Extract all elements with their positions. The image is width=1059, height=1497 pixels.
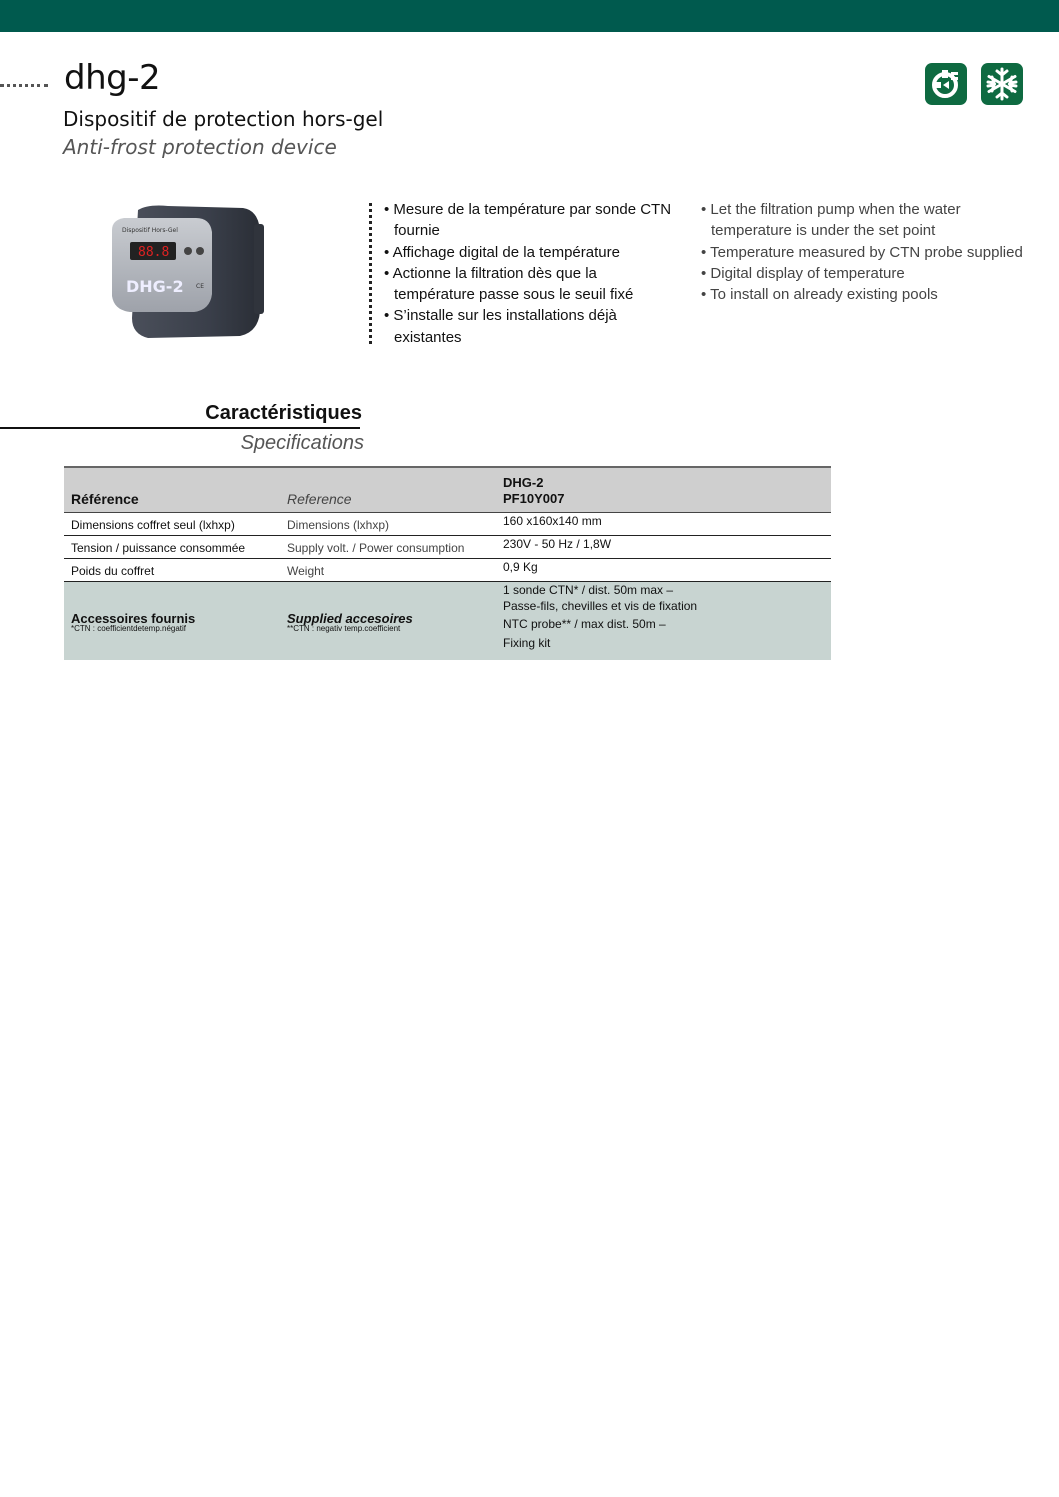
snowflake-icon [981, 63, 1023, 105]
accessories-en-note: **CTN : negativ temp.coefficient [287, 624, 401, 633]
product-label: DHG-2 [126, 277, 184, 296]
table-row [64, 536, 831, 559]
top-bar [0, 0, 1059, 32]
product-image [108, 200, 268, 342]
svg-text:Dispositif Hors-Gel: Dispositif Hors-Gel [122, 227, 178, 234]
row-label-en: Dimensions (lxhxp) [287, 518, 390, 532]
row-label-fr: Poids du coffret [71, 564, 155, 578]
product-display: 88.8 [138, 245, 170, 260]
accessories-fr-note: *CTN : coefficientdetemp.négatif [71, 624, 187, 633]
subtitle-fr: Dispositif de protection hors-gel [63, 107, 384, 131]
accessories-line: NTC probe** / max dist. 50m – [503, 617, 666, 631]
accessories-en: Supplied accesoires [287, 611, 413, 626]
feature-en-item: • Let the filtration pump when the water temperature is under the set point [701, 201, 961, 240]
specs-title-fr: Caractéristiques [205, 402, 362, 424]
accessories-label-fr [71, 612, 195, 633]
accessories-line: Passe-fils, chevilles et vis de fixation [503, 599, 698, 613]
feature-en-item: • To install on already existing pools [701, 286, 938, 304]
accessories-value [503, 582, 697, 651]
header-model [503, 475, 564, 507]
accessories-fr: Accessoires fournis [71, 611, 196, 626]
specs-table [64, 466, 831, 660]
features-divider [369, 203, 372, 344]
accessories-line: Fixing kit [503, 636, 551, 650]
feature-en-item: • Digital display of temperature [701, 264, 905, 282]
table-row [64, 513, 831, 536]
model-code: PF10Y007 [503, 491, 565, 506]
accessories-line: 1 sonde CTN* / dist. 50m max – [503, 583, 674, 597]
dotted-leader [0, 84, 48, 87]
header-ref-fr: Référence [71, 491, 139, 507]
table-header-row [64, 466, 831, 513]
row-label-en: Weight [287, 564, 325, 578]
feature-fr-item: • Mesure de la température par sonde CTN fournie [384, 201, 672, 240]
page-title: dhg-2 [64, 58, 161, 98]
features-fr-list [381, 199, 681, 348]
features-en-list [698, 199, 1028, 305]
product-ce-mark: CE [196, 283, 204, 290]
specs-title-en: Specifications [240, 432, 364, 454]
row-label-en: Supply volt. / Power consumption [287, 541, 465, 555]
table-row [64, 559, 831, 582]
feature-en-item: • Temperature measured by CTN probe supplied [701, 243, 1023, 261]
feature-fr-item: • S’installe sur les installations déjà existantes [384, 307, 617, 346]
row-value: 0,9 Kg [503, 560, 538, 574]
accessories-row [64, 582, 831, 660]
row-value: 230V - 50 Hz / 1,8W [503, 537, 612, 551]
feature-fr-item: • Affichage digital de la température [384, 243, 620, 261]
subtitle-en: Anti-frost protection device [63, 135, 337, 159]
row-label-fr: Tension / puissance consommée [71, 541, 246, 555]
row-value: 160 x160x140 mm [503, 514, 602, 528]
accessories-label-en [287, 612, 413, 633]
specs-underline [0, 427, 360, 429]
filtration-pump-icon [925, 63, 967, 105]
header-ref-en: Reference [287, 491, 352, 507]
model-name: DHG-2 [503, 475, 544, 490]
row-label-fr: Dimensions coffret seul (lxhxp) [71, 518, 235, 532]
feature-fr-item: • Actionne la filtration dès que la température passe sous le seuil fixé [384, 264, 634, 304]
